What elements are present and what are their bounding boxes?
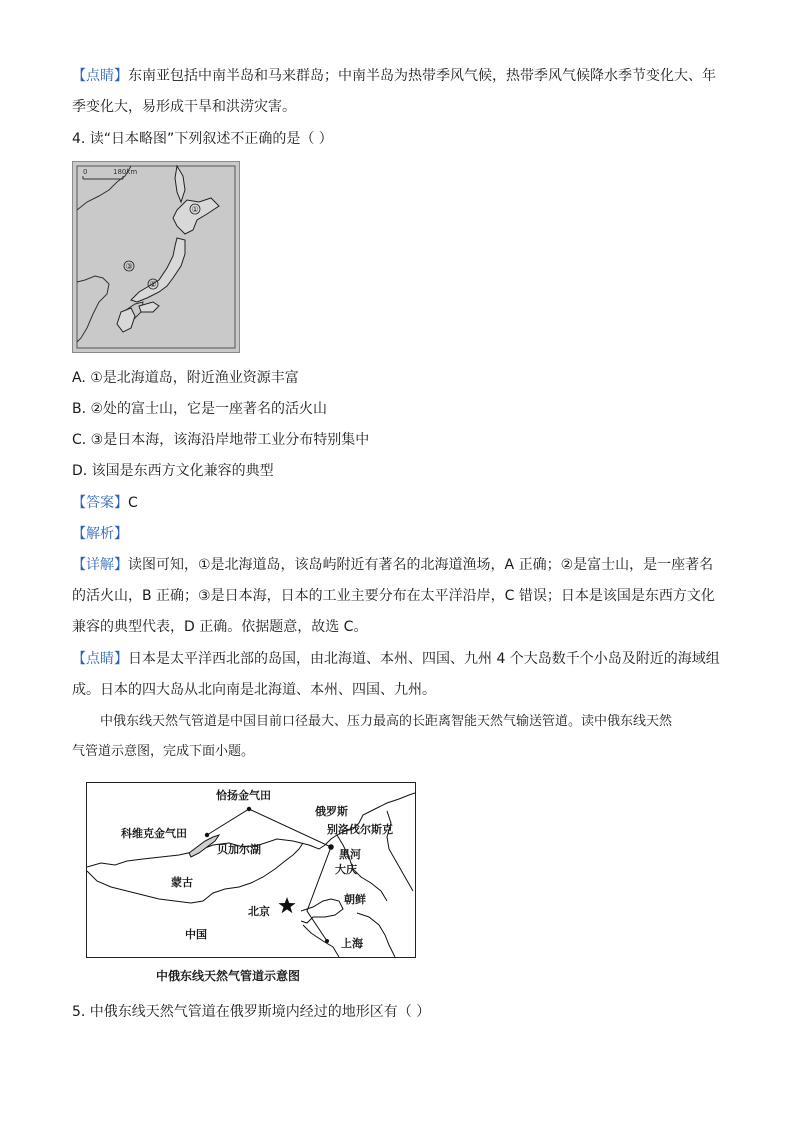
label-baikal: 贝加尔湖 <box>217 843 261 856</box>
dianjing-tag-2: 【点睛】 <box>72 651 128 667</box>
marker-2: ② <box>149 280 157 289</box>
label-chayanda: 恰扬金气田 <box>216 789 271 802</box>
option-d: D. 该国是东西方文化兼容的典型 <box>72 463 274 479</box>
detail-tag: 【详解】 <box>72 557 128 573</box>
japan-map-svg <box>73 162 239 352</box>
analysis-tag: 【解析】 <box>72 526 128 542</box>
label-china: 中国 <box>185 928 207 941</box>
label-daqing: 大庆 <box>335 863 357 876</box>
option-a: A. ①是北海道岛，附近渔业资源丰富 <box>72 370 299 386</box>
answer-value: C <box>128 495 138 511</box>
marker-3: ③ <box>125 262 133 271</box>
answer-tag: 【答案】 <box>72 495 128 511</box>
label-shanghai: 上海 <box>341 937 363 950</box>
q4-note-text1: 日本是太平洋西北部的岛国，由北海道、本州、四国、九州 4 个大岛数千个小岛及附近的海域组 <box>128 651 720 667</box>
label-kovykta: 科维克金气田 <box>121 827 187 840</box>
detail-line2: 的活火山，B 正确；③是日本海，日本的工业主要分布在太平洋沿岸，C 错误；日本是该国是东西方文化 <box>72 588 715 604</box>
q4-note-line2: 成。日本的四大岛从北向南是北海道、本州、四国、九州。 <box>72 682 436 698</box>
pipeline-map-caption: 中俄东线天然气管道示意图 <box>156 969 301 983</box>
analysis-line <box>72 524 128 544</box>
label-mongolia: 蒙古 <box>171 876 193 889</box>
detail-line1 <box>72 555 713 575</box>
label-beijing: 北京 <box>248 905 270 918</box>
label-korea: 朝鲜 <box>344 893 366 906</box>
japan-map-figure <box>72 161 240 353</box>
passage-line2: 气管道示意图，完成下面小题。 <box>72 744 255 759</box>
detail-line3: 兼容的典型代表，D 正确。依据题意，故选 C。 <box>72 619 368 635</box>
scale-label: 180km <box>113 168 138 176</box>
option-c: C. ③是日本海，该海沿岸地带工业分布特别集中 <box>72 432 370 448</box>
marker-1: ① <box>191 205 199 214</box>
passage-line1: 中俄东线天然气管道是中国目前口径最大、压力最高的长距离智能天然气输送管道。读中俄东线天然 <box>100 714 673 729</box>
q5-question: 5. 中俄东线天然气管道在俄罗斯境内经过的地形区有（ ） <box>72 1004 431 1020</box>
pipeline-map-figure <box>86 782 416 958</box>
dianjing-tag: 【点睛】 <box>72 68 128 84</box>
q3-note-text1: 东南亚包括中南半岛和马来群岛；中南半岛为热带季风气候，热带季风气候降水季节变化大、年 <box>128 68 716 84</box>
label-russia: 俄罗斯 <box>315 805 348 818</box>
q4-note-line1 <box>72 649 720 669</box>
pipeline-map-svg <box>87 783 415 957</box>
q4-question: 4. 读“日本略图”下列叙述不正确的是（ ） <box>72 131 333 147</box>
detail-text1: 读图可知，①是北海道岛，该岛屿附近有著名的北海道渔场，A 正确；②是富士山，是一座著名 <box>128 557 714 573</box>
label-heihe: 黑河 <box>339 848 361 861</box>
answer-line <box>72 493 138 513</box>
q3-note-line1 <box>72 66 716 86</box>
q3-note-line2: 季变化大，易形成干旱和洪涝灾害。 <box>72 99 296 115</box>
option-b: B. ②处的富士山，它是一座著名的活火山 <box>72 401 328 417</box>
label-blagoveshchensk: 别洛伐尔斯克 <box>327 823 393 836</box>
scale-zero: 0 <box>83 168 88 176</box>
